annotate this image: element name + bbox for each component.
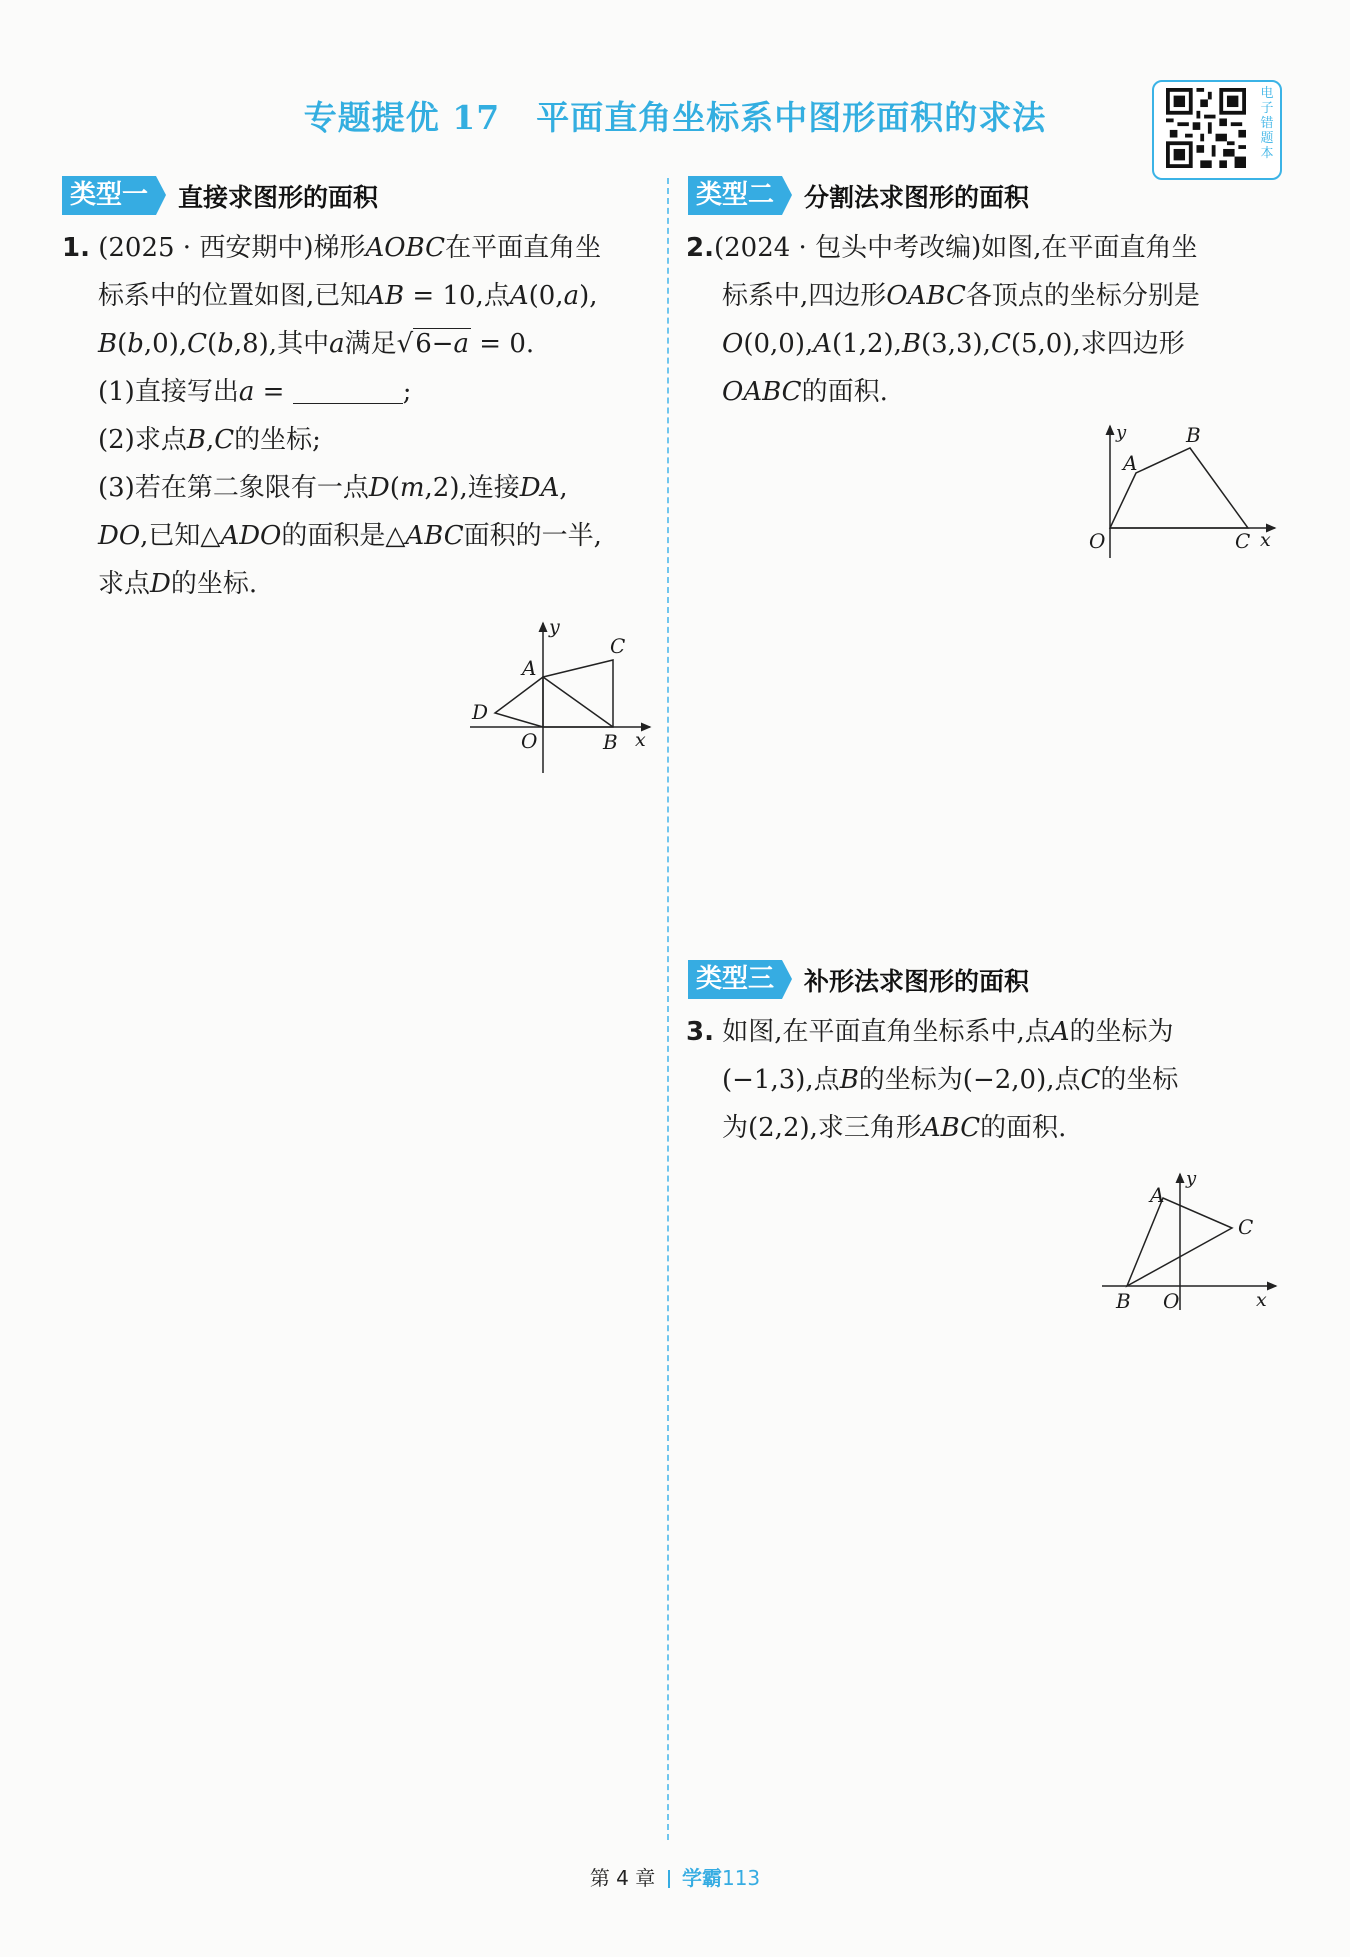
section-1-tag: 类型一 xyxy=(62,176,156,215)
label-b: B xyxy=(1186,423,1201,447)
answer-blank[interactable] xyxy=(293,377,403,404)
page-number: 113 xyxy=(721,1866,761,1890)
label-b: B xyxy=(603,730,618,754)
trapezoid-aobc xyxy=(543,660,613,727)
section-1-header xyxy=(62,176,378,215)
label-y: y xyxy=(1186,1168,1197,1189)
column-divider xyxy=(667,178,669,1840)
qr-code-box[interactable] xyxy=(1152,80,1282,180)
label-a: A xyxy=(522,656,537,680)
label-c: C xyxy=(1238,1215,1254,1239)
segments-da-do xyxy=(495,677,543,727)
label-y: y xyxy=(1116,422,1127,443)
label-o: O xyxy=(1163,1289,1180,1313)
section-2-header xyxy=(688,176,1029,215)
segment-ab xyxy=(543,677,613,727)
qr-label: 电子错题本 xyxy=(1260,86,1274,161)
sub-question-1: (1)直接写出a = ; xyxy=(98,377,412,407)
section-2-tag: 类型二 xyxy=(688,176,782,215)
section-2-title: 分割法求图形的面积 xyxy=(804,182,1030,212)
page-footer xyxy=(0,1862,1350,1891)
qr-code-icon xyxy=(1166,88,1246,168)
label-y: y xyxy=(549,616,560,638)
page-title xyxy=(0,92,1350,139)
figure-3 xyxy=(1100,1168,1280,1318)
title-main: 平面直角坐标系中图形面积的求法 xyxy=(536,98,1047,137)
label-d: D xyxy=(472,700,489,724)
figure-1 xyxy=(465,615,655,775)
sub-question-2: (2)求点B,C的坐标; xyxy=(98,425,321,455)
label-c: C xyxy=(610,634,626,658)
section-3-title: 补形法求图形的面积 xyxy=(804,966,1030,996)
problem-3: 3. 如图,在平面直角坐标系中,点A的坐标为 (−1,3),点B的坐标为(−2,0),点C的坐标 为(2,2),求三角形ABC的面积. xyxy=(686,1017,1179,1143)
label-x: x xyxy=(1260,529,1271,551)
section-1-title: 直接求图形的面积 xyxy=(178,182,379,212)
label-a: A xyxy=(1123,451,1138,475)
chapter-label: 第 4 章 xyxy=(589,1866,656,1890)
brand-label: 学霸 xyxy=(681,1866,722,1890)
problem-1: 1. (2025 · 西安期中)梯形AOBC在平面直角坐 标系中的位置如图,已知AB = 10,点A(0,a), B(b,0),C(b,8),其中a满足√6−a = 0. (1)直接写出a = ; (2)求点B,C的坐标; (3)若在第二象限有一点D(m,2),连接DA, DO,已知△ADO的面积是△ABC面积的一半, 求点D的坐标. xyxy=(62,224,652,608)
title-prefix: 专题提优 17 xyxy=(303,98,501,137)
problem-2: 2.(2024 · 包头中考改编)如图,在平面直角坐 标系中,四边形OABC各顶点的坐标分别是 O(0,0),A(1,2),B(3,3),C(5,0),求四边形 OABC的面积. xyxy=(686,233,1200,407)
section-3-header xyxy=(688,960,1029,999)
label-o: O xyxy=(521,729,538,753)
sub-question-3: (3)若在第二象限有一点D(m,2),连接DA, xyxy=(98,473,568,503)
label-x: x xyxy=(1256,1289,1267,1311)
label-x: x xyxy=(635,729,646,751)
label-a: A xyxy=(1150,1183,1165,1207)
figure-2 xyxy=(1080,418,1280,568)
label-b: B xyxy=(1116,1289,1131,1313)
label-c: C xyxy=(1235,529,1251,553)
section-3-tag: 类型三 xyxy=(688,960,782,999)
label-o: O xyxy=(1089,529,1106,553)
